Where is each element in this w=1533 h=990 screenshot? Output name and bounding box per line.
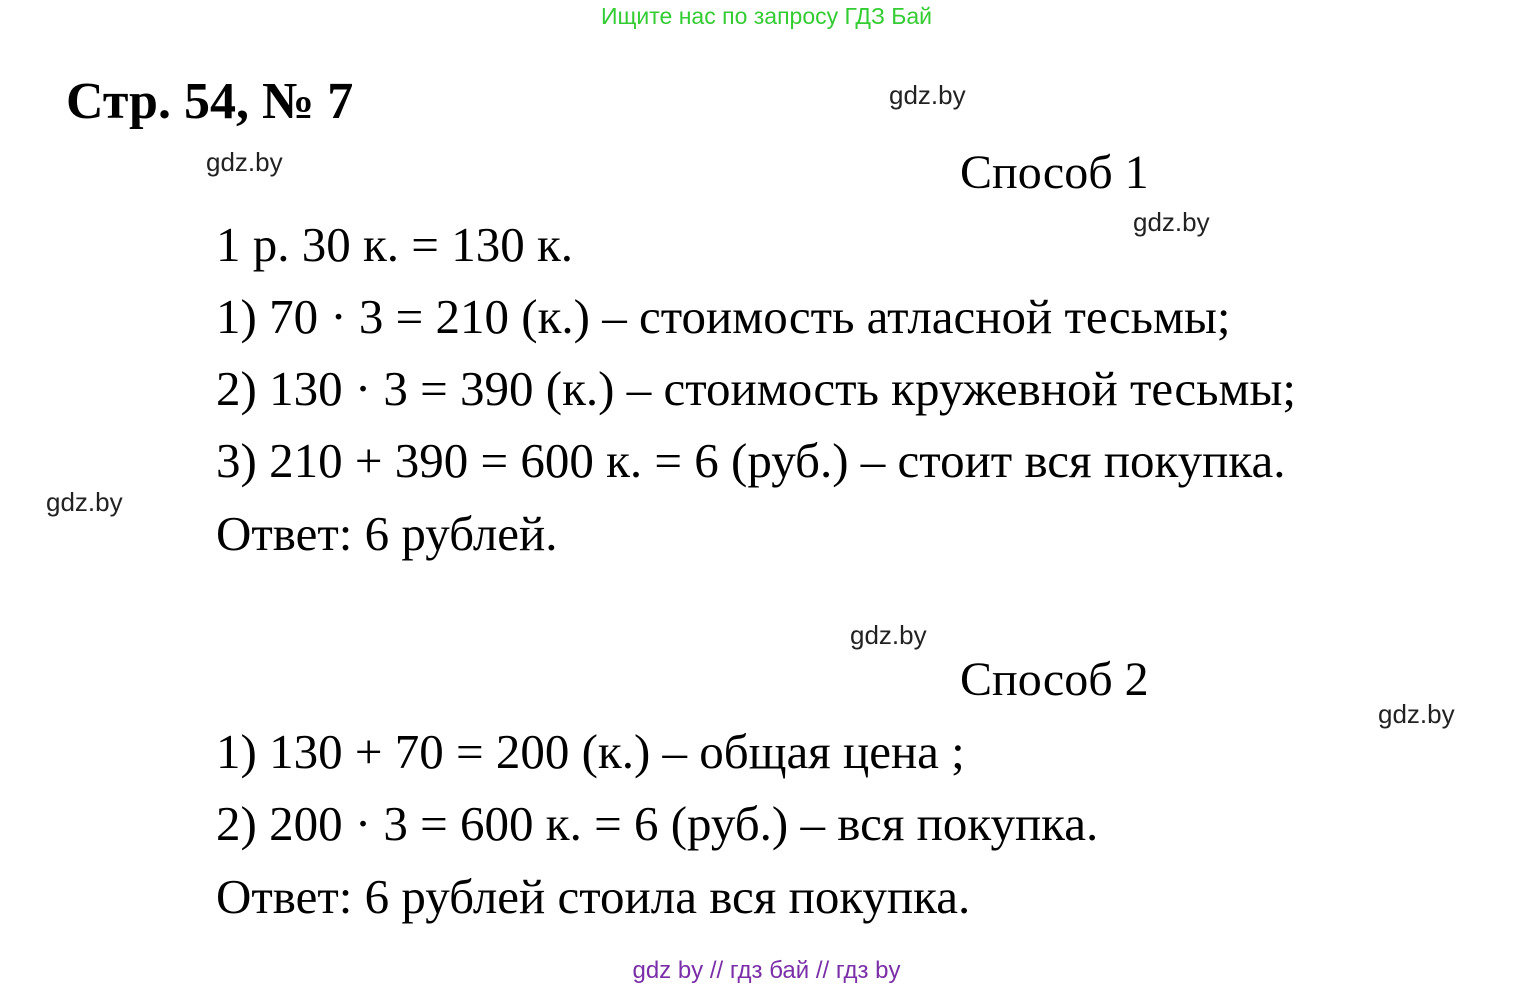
method-2-heading: Способ 2 <box>960 653 1149 706</box>
method-1-line: 3) 210 + 390 = 600 к. = 6 (руб.) – стоит вся покупка. <box>216 433 1286 488</box>
method-2-answer: Ответ: 6 рублей стоила вся покупка. <box>216 869 971 924</box>
page-title: Стр. 54, № 7 <box>66 73 354 130</box>
method-2-line: 1) 130 + 70 = 200 (к.) – общая цена ; <box>216 724 965 779</box>
method-1-heading: Способ 1 <box>960 146 1149 199</box>
watermark: gdz.by <box>1378 699 1455 729</box>
footer-watermark: gdz by // гдз бай // гдз by <box>632 957 901 984</box>
watermark: gdz.by <box>46 487 123 517</box>
watermark: gdz.by <box>889 80 966 110</box>
method-1-line: 1) 70 · 3 = 210 (к.) – стоимость атласной тесьмы; <box>216 289 1231 344</box>
method-1-line: 2) 130 · 3 = 390 (к.) – стоимость кружевной тесьмы; <box>216 361 1297 416</box>
method-1-answer: Ответ: 6 рублей. <box>216 506 558 561</box>
method-2-line: 2) 200 · 3 = 600 к. = 6 (руб.) – вся покупка. <box>216 796 1099 851</box>
watermark: gdz.by <box>1133 207 1210 237</box>
method-1-line: 1 р. 30 к. = 130 к. <box>216 217 573 272</box>
watermark: gdz.by <box>206 147 283 177</box>
search-banner: Ищите нас по запросу ГДЗ Бай <box>600 3 933 29</box>
watermark: gdz.by <box>850 620 927 650</box>
